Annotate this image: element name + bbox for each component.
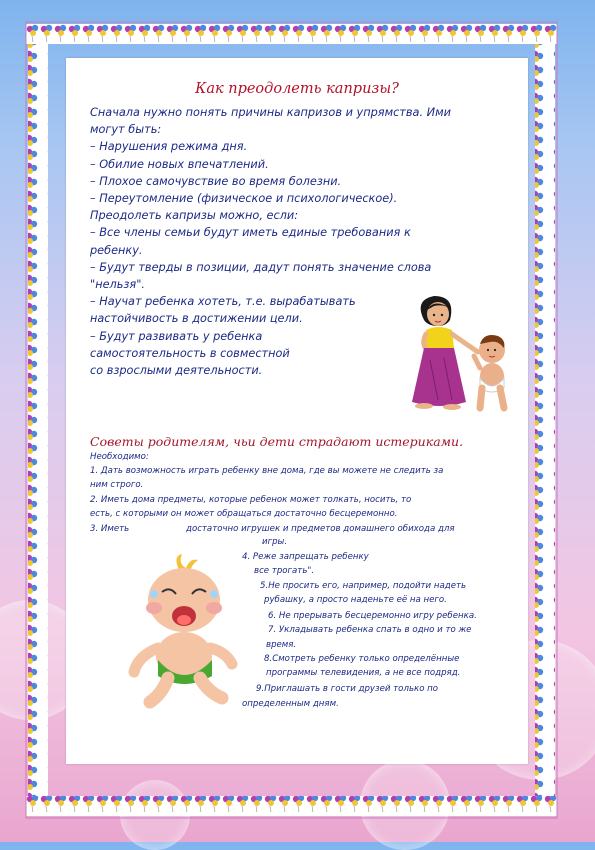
text-line: – Обилие новых впечатлений. — [90, 157, 269, 171]
text-line: ребенку. — [90, 243, 143, 257]
text-line: – Будут развивать у ребенка — [90, 329, 263, 343]
text-line: 4. Реже запрещать ребенку — [242, 552, 369, 562]
text-line: настойчивость в достижении цели. — [90, 312, 303, 326]
text-line: все трогать". — [254, 566, 315, 576]
text-line: Необходимо: — [90, 452, 149, 462]
text-line: определенным дням. — [242, 699, 339, 709]
text-line: 2. Иметь дома предметы, которые ребенок может толкать, носить, то — [90, 495, 412, 505]
text-line: – Переутомление (физическое и психологическое). — [90, 192, 398, 206]
content-page — [66, 58, 528, 764]
text-line: "нельзя". — [90, 278, 146, 292]
text-line: самостоятельность в совместной — [90, 346, 290, 360]
mother-and-toddler-illustration — [394, 290, 522, 418]
text-line: 6. Не прерывать бесцеремонно игру ребенка. — [268, 611, 477, 621]
text-line: рубашку, а просто наденьте её на него. — [264, 595, 447, 605]
text-line: со взрослыми деятельности. — [90, 364, 263, 378]
text-line: достаточно игрушек и предметов домашнего обихода для — [186, 524, 455, 534]
crying-baby-illustration — [124, 552, 244, 712]
text-line: – Плохое самочувствие во время болезни. — [90, 174, 342, 188]
text-line: – Все члены семьи будут иметь единые требования к — [90, 226, 411, 240]
section-hysterics-heading: Советы родителям, чьи дети страдают истериками. — [90, 434, 464, 449]
text-line: 8.Смотреть ребенку только определённые — [264, 654, 460, 664]
text-line: – Нарушения режима дня. — [90, 140, 248, 154]
text-line: программы телевидения, а не все подряд. — [266, 668, 461, 678]
text-line: могут быть: — [90, 123, 162, 137]
text-line: игры. — [262, 537, 288, 547]
text-line: 1. Дать возможность играть ребенку вне дома, где вы можете не следить за — [90, 466, 444, 476]
text-line: Сначала нужно понять причины капризов и упрямства. Ими — [90, 106, 451, 119]
text-line: ним строго. — [90, 480, 144, 490]
text-line: Преодолеть капризы можно, если: — [90, 209, 299, 223]
text-line: – Научат ребенка хотеть, т.е. вырабатывать — [90, 295, 356, 309]
text-line: время. — [266, 640, 297, 650]
text-line: 3. Иметь — [90, 524, 130, 534]
text-line: 7. Укладывать ребенка спать в одно и то же — [268, 625, 472, 635]
text-line: 9.Приглашать в гости друзей только по — [256, 684, 439, 694]
text-line: – Будут тверды в позиции, дадут понять значение слова — [90, 260, 432, 274]
text-line: есть, с которыми он может обращаться достаточно бесцеремонно. — [90, 509, 398, 519]
page-title: Как преодолеть капризы? — [195, 81, 399, 97]
text-line: 5.Не просить его, например, подойти надеть — [260, 581, 467, 591]
